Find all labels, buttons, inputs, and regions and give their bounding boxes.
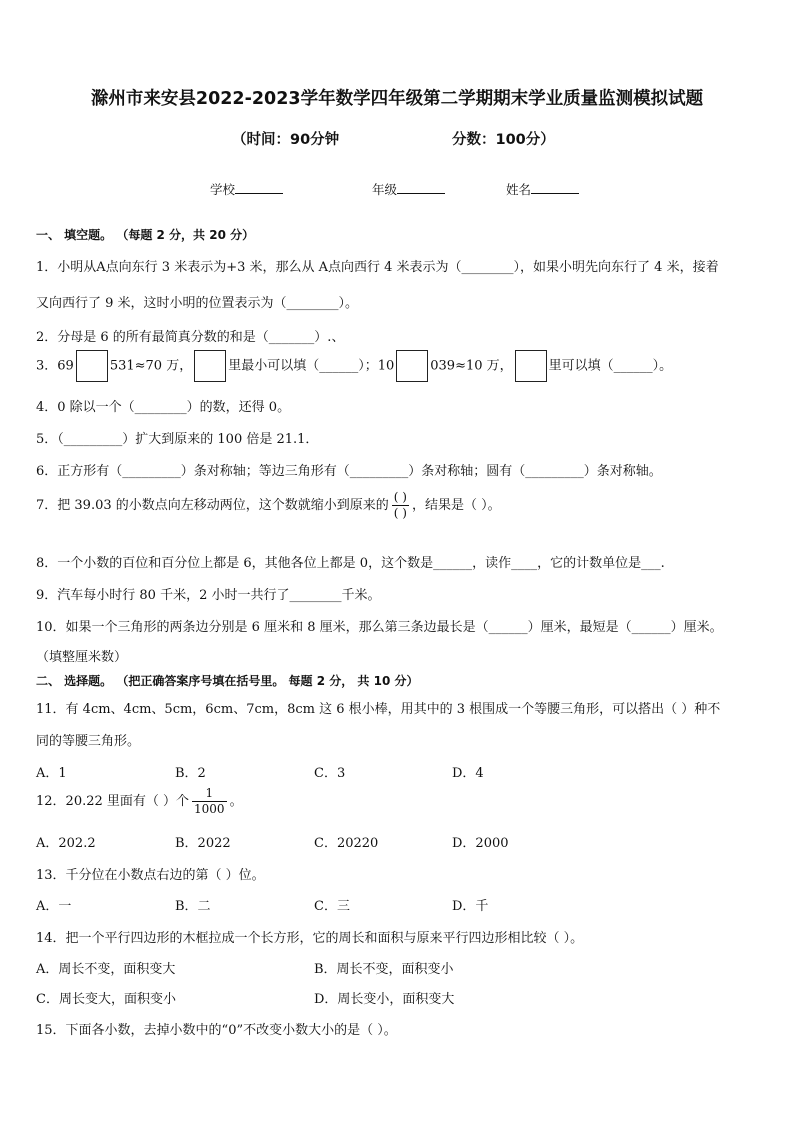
q11-option-c[interactable]: C．3 [314,766,346,781]
fraction-denominator: 1000 [194,802,225,816]
exam-time: （时间：90分钟 [232,132,340,148]
school-label: 学校 [210,182,236,197]
fraction-numerator: 1 [192,786,227,802]
question-6: 6．正方形有（_________）条对称轴；等边三角形有（_________）条对称轴；圆有（_________）条对称轴。 [36,464,662,479]
q14-option-c[interactable]: C．周长变大，面积变小 [36,992,176,1007]
digit-box[interactable] [76,350,108,382]
q14-option-d[interactable]: D．周长变小，面积变大 [314,992,455,1007]
q12-part-a: 12．20.22 里面有（ ）个 [36,794,190,809]
q12-option-c[interactable]: C．20220 [314,836,379,851]
page-title: 滁州市来安县2022-2023学年数学四年级第二学期期末学业质量监测模拟试题 [90,89,704,109]
q3-part-c: 里最小可以填（______）；10 [228,358,395,374]
question-1-line-1: 1．小明从A点向东行 3 米表示为+3 米，那么从 A点向西行 4 米表示为（________），如果小明先向东行了 4 米，接着 [36,260,719,275]
question-13: 13．千分位在小数点右边的第（ ）位。 [36,868,265,883]
q11-option-d[interactable]: D．4 [452,766,484,781]
fraction-blank [392,490,409,521]
fraction-denominator: ( ) [393,506,407,520]
q14-option-b[interactable]: B．周长不变，面积变小 [314,962,454,977]
q11-option-b[interactable]: B．2 [175,766,206,781]
section-1-heading: 一、 填空题。 （每题 2 分，共 20 分） [36,228,255,242]
question-3 [36,350,672,382]
grade-field[interactable] [372,180,445,198]
question-10-line-2: （填整厘米数） [36,650,128,665]
name-label: 姓名 [506,182,532,197]
question-11-line-2: 同的等腰三角形。 [36,734,141,749]
question-9: 9．汽车每小时行 80 千米，2 小时一共行了________千米。 [36,588,381,603]
q12-option-a[interactable]: A．202.2 [36,836,96,851]
q13-option-c[interactable]: C．三 [314,899,350,914]
q3-part-d: 039≈10 万， [430,358,513,374]
q7-part-b: ，结果是（ ）。 [411,498,501,513]
question-11-line-1: 11．有 4cm、4cm、5cm，6cm、7cm，8cm 这 6 根小棒，用其中的 3 根围成一个等腰三角形，可以搭出（ ）种不 [36,702,721,717]
question-7 [36,490,501,521]
q13-option-a[interactable]: A．一 [36,899,72,914]
q3-part-a: 3．69 [36,358,74,374]
question-4: 4．0 除以一个（________）的数，还得 0。 [36,400,291,415]
exam-score: 分数：100分） [452,132,555,148]
q12-option-b[interactable]: B．2022 [175,836,231,851]
question-8: 8．一个小数的百位和百分位上都是 6，其他各位上都是 0，这个数是______，读作____，它的计数单位是___. [36,556,665,571]
question-1-line-2: 又向西行了 9 米，这时小明的位置表示为（________）。 [36,296,359,311]
question-12 [36,786,243,817]
q14-option-a[interactable]: A．周长不变，面积变大 [36,962,176,977]
q3-part-b: 531≈70 万， [109,358,193,374]
section-2-heading: 二、 选择题。 （把正确答案序号填在括号里。 每题 2 分， 共 10 分） [36,674,419,688]
question-14: 14．把一个平行四边形的木框拉成一个长方形，它的周长和面积与原来平行四边形相比较（ ）。 [36,931,584,946]
q13-option-b[interactable]: B．二 [175,899,211,914]
school-field[interactable] [210,180,283,198]
q12-option-d[interactable]: D．2000 [452,836,509,851]
digit-box[interactable] [396,350,428,382]
fraction-one-thousandth [192,786,227,817]
question-5: 5．（_________）扩大到原来的 100 倍是 21.1． [36,432,319,447]
q3-part-e: 里可以填（______）。 [548,358,673,374]
name-field[interactable] [506,180,579,198]
q11-option-a[interactable]: A．1 [36,766,67,781]
question-10-line-1: 10．如果一个三角形的两条边分别是 6 厘米和 8 厘米，那么第三条边最长是（______）厘米，最短是（______）厘米。 [36,620,723,635]
fraction-numerator: ( ) [393,490,407,504]
question-15: 15．下面各小数，去掉小数中的“0”不改变小数大小的是（ ）。 [36,1023,397,1038]
grade-label: 年级 [372,182,398,197]
q12-part-b: 。 [229,794,243,809]
q13-option-d[interactable]: D．千 [452,899,489,914]
question-2: 2．分母是 6 的所有最简真分数的和是（_______）.、 [36,330,345,345]
digit-box[interactable] [194,350,226,382]
digit-box[interactable] [515,350,547,382]
q7-part-a: 7．把 39.03 的小数点向左移动两位，这个数就缩小到原来的 [36,498,389,513]
